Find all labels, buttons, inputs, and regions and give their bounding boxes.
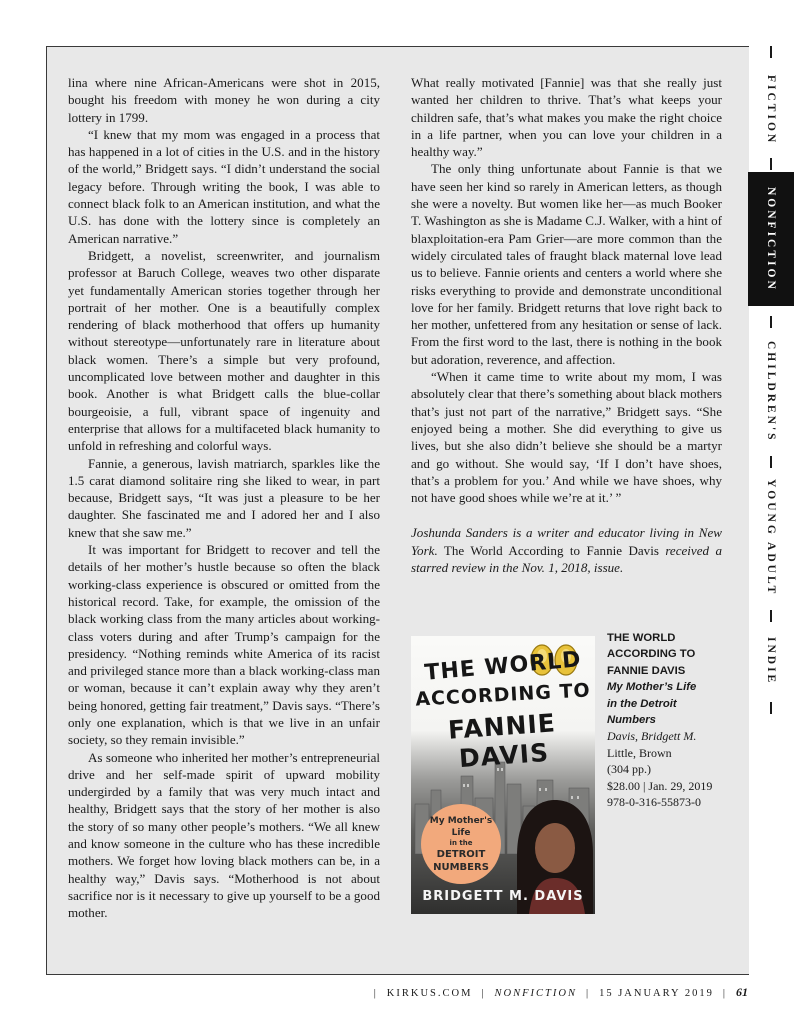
paragraph: The only thing unfortunate about Fannie is that we have seen her kind so rarely in American letters, as though she were a novelty. But women like her—as much Booker T. Washington as she is Madame C.J. Walker, with a hint of blaxploitation-era Pam Grier—are more common than the widely circulated tales of fraught black maternal love lead us to believe. Fannie orients and centers a world where she risks everything to provide and demonstrate unconditional love for her family. Bridgett returns that love right back to her mother, unfettered from any hesitation or sense of lack. From the first word to the last, there is nothing in the book but adoration, reverence, and affection. [411,161,722,367]
paragraph: What really motivated [Fannie] was that she really just wanted her children to thrive. That’s what keeps your children safe, that’s what makes you make the right choice in a life partner, when you can love your children in a healthy way.” [411,75,722,160]
book-pages: (304 pp.) [607,762,651,777]
article-column-left [68,74,380,922]
badge-text: NUMBERS [433,862,489,873]
footer-section: NONFICTION [494,988,577,999]
tab-separator [770,316,772,328]
cover-title-line: FANNIE DAVIS [447,708,557,774]
section-tabs [748,46,794,973]
paragraph: “I knew that my mom was engaged in a process that has happened in a lot of cities in the U.S. and in the history of the world,” Bridgett says. “I didn’t understand the social legacy before. Through writing the book, I was able to connect black folk to an American institution, and what the U.S. has done with the lottery since is completely an American narrative.” [68,126,380,246]
badge-text: in the [449,839,473,847]
book-title-line: ACCORDING TO [607,648,696,661]
page-footer: | KIRKUS.COM | NONFICTION | 15 JANUARY 2019 | 61 [373,985,748,999]
paragraph: As someone who inherited her mother’s entrepreneurial drive and her self-made spirit of upward mobility undergirded by a family that was very much intact and healthy, Bridgett says that the story of her mother is also the story of so many other people’s mothers. “We all knew and know someone in the culture who has these incredible mothers. We forget how loving black mothers can be, in a healthy way,” Davis says. “Motherhood is not about sacrifice nor is it necessary to give up yourself to be a good mother. [68,749,380,921]
tab-nonfiction-label: NONFICTION [765,186,777,292]
author-note-review: received a starred review in the Nov. 1, 2018, issue. [411,542,723,576]
book-author: Davis, Bridgett M. [607,729,697,744]
book-isbn: 978-0-316-55873-0 [607,795,701,810]
tab-separator [770,158,772,170]
tab-fiction-label: FICTION [765,74,777,146]
cover-title-line: ACCORDING TO [414,679,592,711]
tab-separator [770,456,772,468]
cover-author: BRIDGETT M. DAVIS [422,889,584,904]
author-note-bio: Joshunda Sanders is a writer and educator living in New York. [411,525,722,558]
book-subtitle-line: in the Detroit [607,697,677,710]
tab-fiction[interactable] [748,60,794,160]
author-note-book-title: The World According to Fannie Davis [437,542,666,558]
article-column-right [411,74,722,576]
tab-separator [770,46,772,58]
paragraph: Fannie, a generous, lavish matriarch, sparkles like the 1.5 carat diamond solitaire ring she liked to wear, in part because, Bridgett says, “It was just a pleasure to be her daughter. She fascinated me and I adored her and I also knew that she saw me.” [68,455,380,540]
book-cover [411,636,595,914]
cover-title-line: THE WORLD [423,647,583,686]
paragraph: “When it came time to write about my mom, I was absolutely clear that there’s something about black mothers that’s just not part of the narrative,” Bridgett says. “She enjoyed being a mother. She did everything to give us lives, but she also didn’t believe she should be a martyr and go without. She would say, ‘If I don’t have shoes, that’s a problem for you.’ And while we have shoes, why not have good shoes while we’re at it.’ ” [411,369,722,506]
paragraph: Bridgett, a novelist, screenwriter, and journalism professor at Baruch College, weaves two other disparate yet fundamentally American stories together through her portrait of her mother. One is a beautifully complex rendering of black motherhood that offers up humanity without stereotype—unfortunately rare in literature about black women. There’s a simple but very profound, uncomplicated love between mother and daughter in this book. Another is what Bridgett calls the blue-collar bourgeoisie, a full, vibrant space of ingenuity and enterprise that allows for a multifaceted black humanity to unfold in refreshing and colorful ways. [68,247,380,454]
tab-separator [770,702,772,714]
active-tab-notch-icon [748,206,758,272]
book-subtitle-line: My Mother’s Life [607,681,697,694]
tab-young-adult-label: YOUNG ADULT [765,479,777,597]
book-info [607,630,727,810]
paragraph: lina where nine African-Americans were shot in 2015, bought his freedom with money he won during a city lottery in 1799. [68,75,380,125]
cover-subtitle-badge [421,804,501,884]
book-publisher: Little, Brown [607,745,672,760]
book-title-line: FANNIE DAVIS [607,664,686,677]
book-price-date: $28.00 | Jan. 29, 2019 [607,778,713,793]
paragraph: It was important for Bridgett to recover and tell the details of her mother’s hustle because so often the black working-class experience is obscured or omitted from the historical record. Take, for example, the omission of the black working class from the many articles about working-class voters during and after Trump’s campaign for the presidency. “Nothing reminds white America of its racist and privileged stance more than a black working-class man or woman, because it can’t explain away why they aren’t being honored, getting fair treatment,” Davis says. “There’s only one explanation, which is that we live in an unfair society, so they remain invisible.” [68,542,380,748]
author-note [411,524,722,576]
footer-date: 15 JANUARY 2019 [599,988,714,999]
tab-indie-label: INDIE [765,636,777,686]
tab-childrens-label: CHILDREN'S [765,341,777,443]
tab-childrens[interactable] [748,330,794,454]
badge-text: DETROIT [436,849,486,860]
badge-text: My Mother's [429,816,493,826]
tab-separator [770,610,772,622]
page-number: 61 [736,985,748,999]
book-title-line: THE WORLD [607,632,676,644]
badge-text: Life [451,828,471,838]
book-subtitle-line: Numbers [607,714,656,727]
footer-site: KIRKUS.COM [386,988,473,999]
tab-indie[interactable] [748,624,794,698]
tab-young-adult[interactable] [748,470,794,606]
